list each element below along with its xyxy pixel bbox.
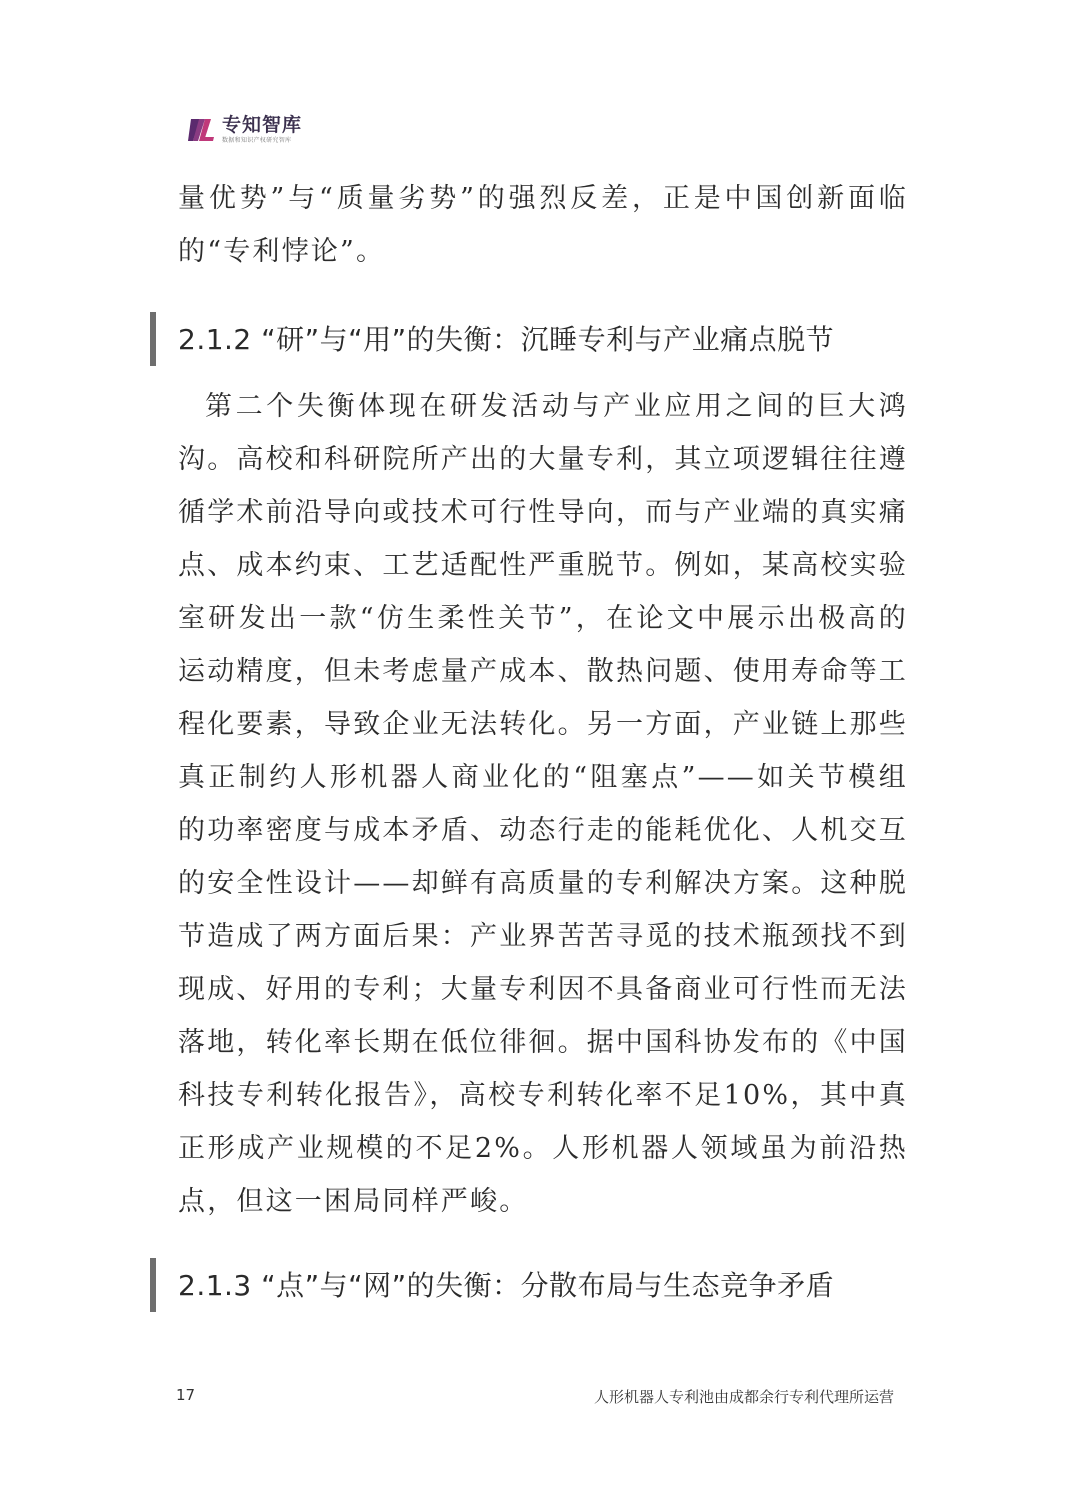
section-heading-text: 2.1.2 “研”与“用”的失衡：沉睡专利与产业痛点脱节 [178,323,835,356]
heading-bar [150,1258,156,1312]
heading-bar [150,312,156,366]
page-content [178,172,908,1312]
logo-title: 专知智库 [222,114,303,136]
section-body-paragraph: 第二个失衡体现在研发活动与产业应用之间的巨大鸿沟。高校和科研院所产出的大量专利，其立项逻辑往往遵循学术前沿导向或技术可行性导向，而与产业端的真实痛点、成本约束、工艺适配性严重脱节。例如，某高校实验室研发出一款“仿生柔性关节”，在论文中展示出极高的运动精度，但未考虑量产成本、散热问题、使用寿命等工程化要素，导致企业无法转化。另一方面，产业链上那些真正制约人形机器人商业化的“阻塞点”——如关节模组的功率密度与成本矛盾、动态行走的能耗优化、人机交互的安全性设计——却鲜有高质量的专利解决方案。这种脱节造成了两方面后果：产业界苦苦寻觅的技术瓶颈找不到现成、好用的专利；大量专利因不具备商业可行性而无法落地，转化率长期在低位徘徊。据中国科协发布的《中国科技专利转化报告》，高校专利转化率不足10%，其中真正形成产业规模的不足2%。人形机器人领域虽为前沿热点，但这一困局同样严峻。 [178,391,908,1217]
section-heading-2-1-2 [178,314,908,366]
intro-paragraph: 量优势”与“质量劣势”的强烈反差，正是中国创新面临的“专利悖论”。 [178,183,908,267]
logo-mark-icon [186,115,216,145]
logo-subtitle: 数据和知识产权研究智库 [222,137,292,144]
page-footer [176,1386,894,1407]
page-number: 17 [176,1386,196,1404]
section-heading-text: 2.1.3 “点”与“网”的失衡：分散布局与生态竞争矛盾 [178,1269,835,1302]
section-heading-2-1-3 [178,1260,908,1312]
logo [186,112,302,148]
footer-text: 人形机器人专利池由成都余行专利代理所运营 [593,1388,894,1406]
